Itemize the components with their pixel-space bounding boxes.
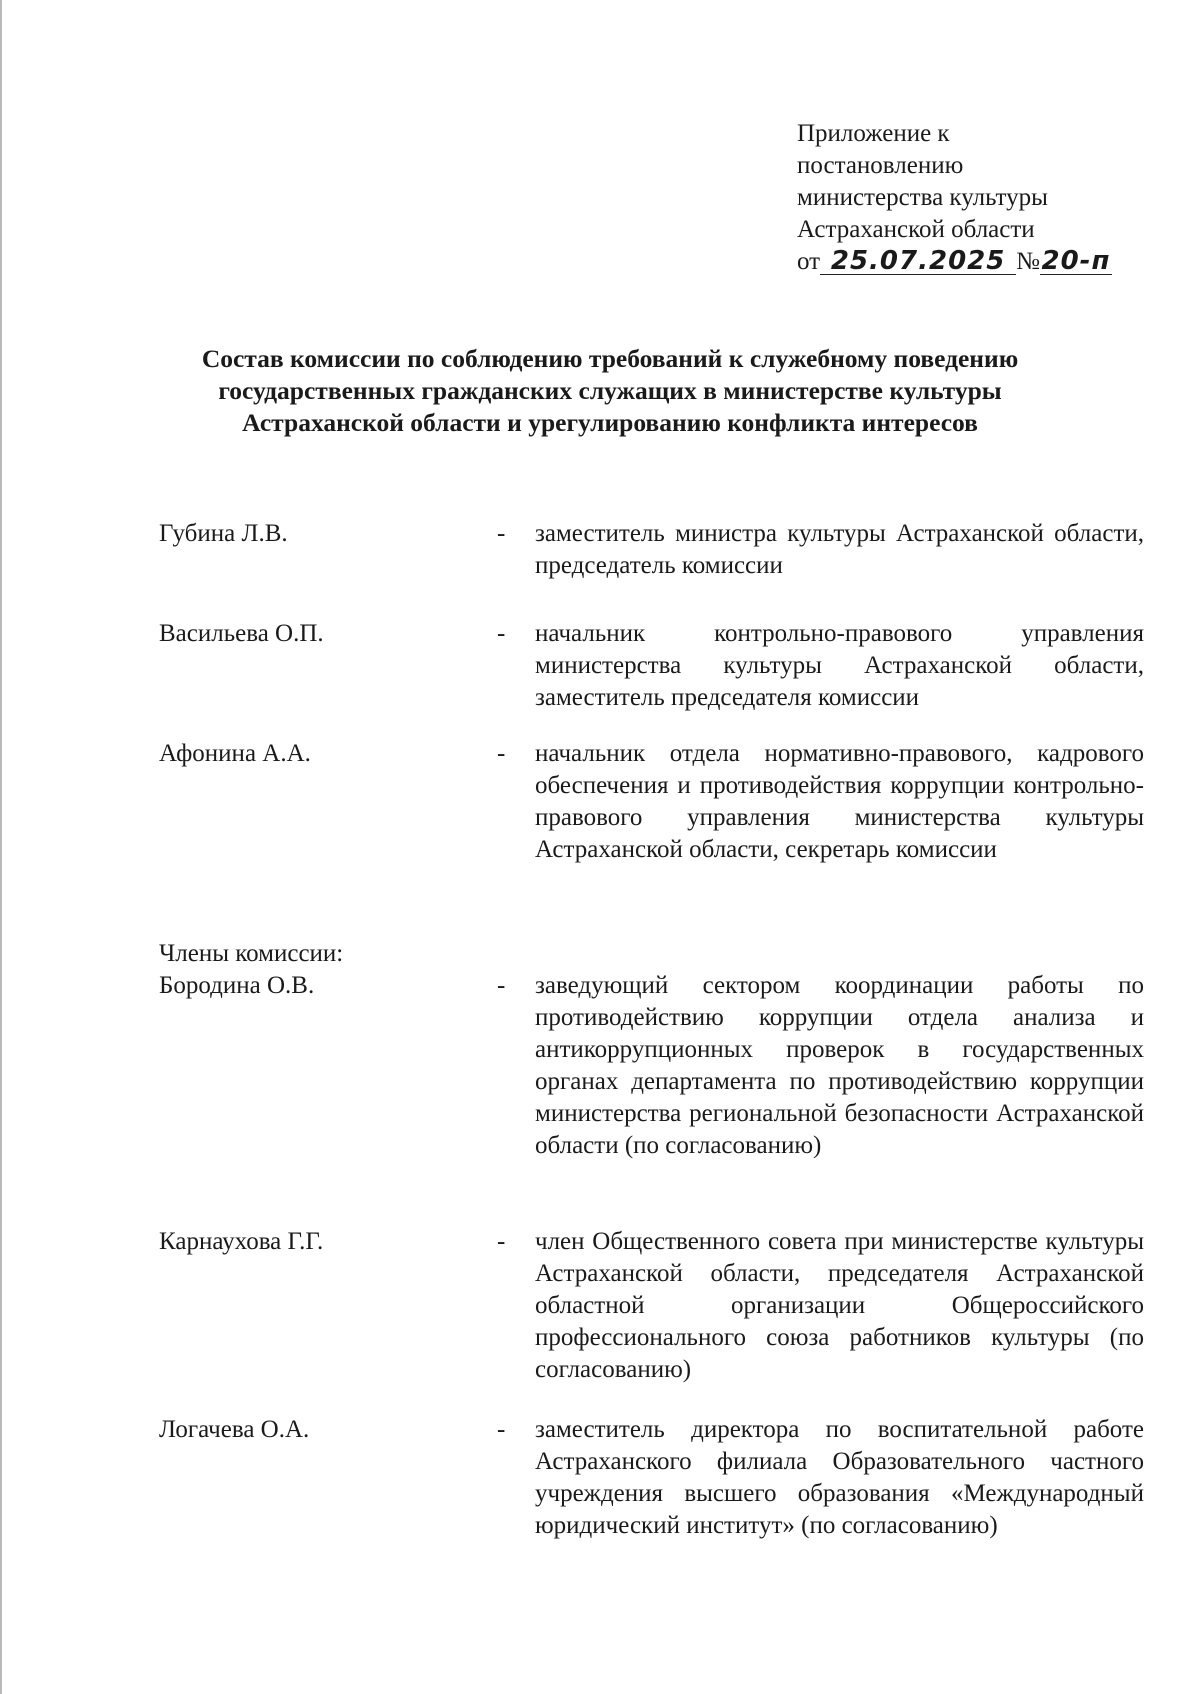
member-name: Логачева О.А. <box>159 1416 310 1443</box>
member-name: Васильева О.П. <box>159 620 324 647</box>
member-role: член Общественного совета при министерстве культуры Астраханской области, председателя Астраханской областной организации Общероссийского профессионального союза работников культуры (по согласованию) <box>535 1228 1144 1383</box>
scan-edge <box>0 0 2 1694</box>
appendix-line-2: постановлению <box>797 152 964 179</box>
member-role: заведующий сектором координации работы по противодействию коррупции отдела анализа и антикоррупционных проверок в государственных органах департамента по противодействию коррупции министерства региональной безопасности Астраханской области (по согласованию) <box>535 972 1144 1159</box>
members-heading: Члены комиссии: <box>159 940 344 967</box>
dash: - <box>497 1416 506 1443</box>
dash: - <box>497 740 506 767</box>
document-title <box>120 343 1100 439</box>
dash: - <box>497 1228 506 1255</box>
dash: - <box>497 620 506 647</box>
title-line-1: Состав комиссии по соблюдению требований к служебному поведению <box>201 344 1019 373</box>
member-name: Карнаухова Г.Г. <box>159 1228 324 1255</box>
member-role: начальник контрольно-правового управления министерства культуры Астраханской области, заместитель председателя комиссии <box>535 620 1144 711</box>
handwritten-date: 25.07.2025 <box>820 248 1016 275</box>
number-label: № <box>1016 248 1040 275</box>
dash: - <box>497 520 506 547</box>
member-name: Губина Л.В. <box>159 520 288 547</box>
title-line-3: Астраханской области и урегулированию конфликта интересов <box>242 408 978 437</box>
dash: - <box>497 972 506 999</box>
handwritten-number: 20-п <box>1041 246 1111 276</box>
title-line-2: государственных гражданских служащих в министерстве культуры <box>218 376 1002 405</box>
member-role: заместитель директора по воспитательной работе Астраханского филиала Образовательного частного учреждения высшего образования «Международный юридический институт» (по согласованию) <box>535 1416 1144 1539</box>
appendix-block <box>797 118 1157 278</box>
member-role: заместитель министра культуры Астраханской области, председатель комиссии <box>535 520 1144 579</box>
member-name: Бородина О.В. <box>159 972 315 999</box>
appendix-date-line <box>797 246 1157 278</box>
appendix-line-1: Приложение к <box>797 120 950 147</box>
appendix-line-3: министерства культуры <box>797 184 1048 211</box>
member-name: Афонина А.А. <box>159 740 311 767</box>
member-role: начальник отдела нормативно-правового, кадрового обеспечения и противодействия коррупции контрольно-правового управления министерства культуры Астраханской области, секретарь комиссии <box>535 740 1144 863</box>
appendix-line-4: Астраханской области <box>797 216 1035 243</box>
from-label: от <box>797 248 821 275</box>
